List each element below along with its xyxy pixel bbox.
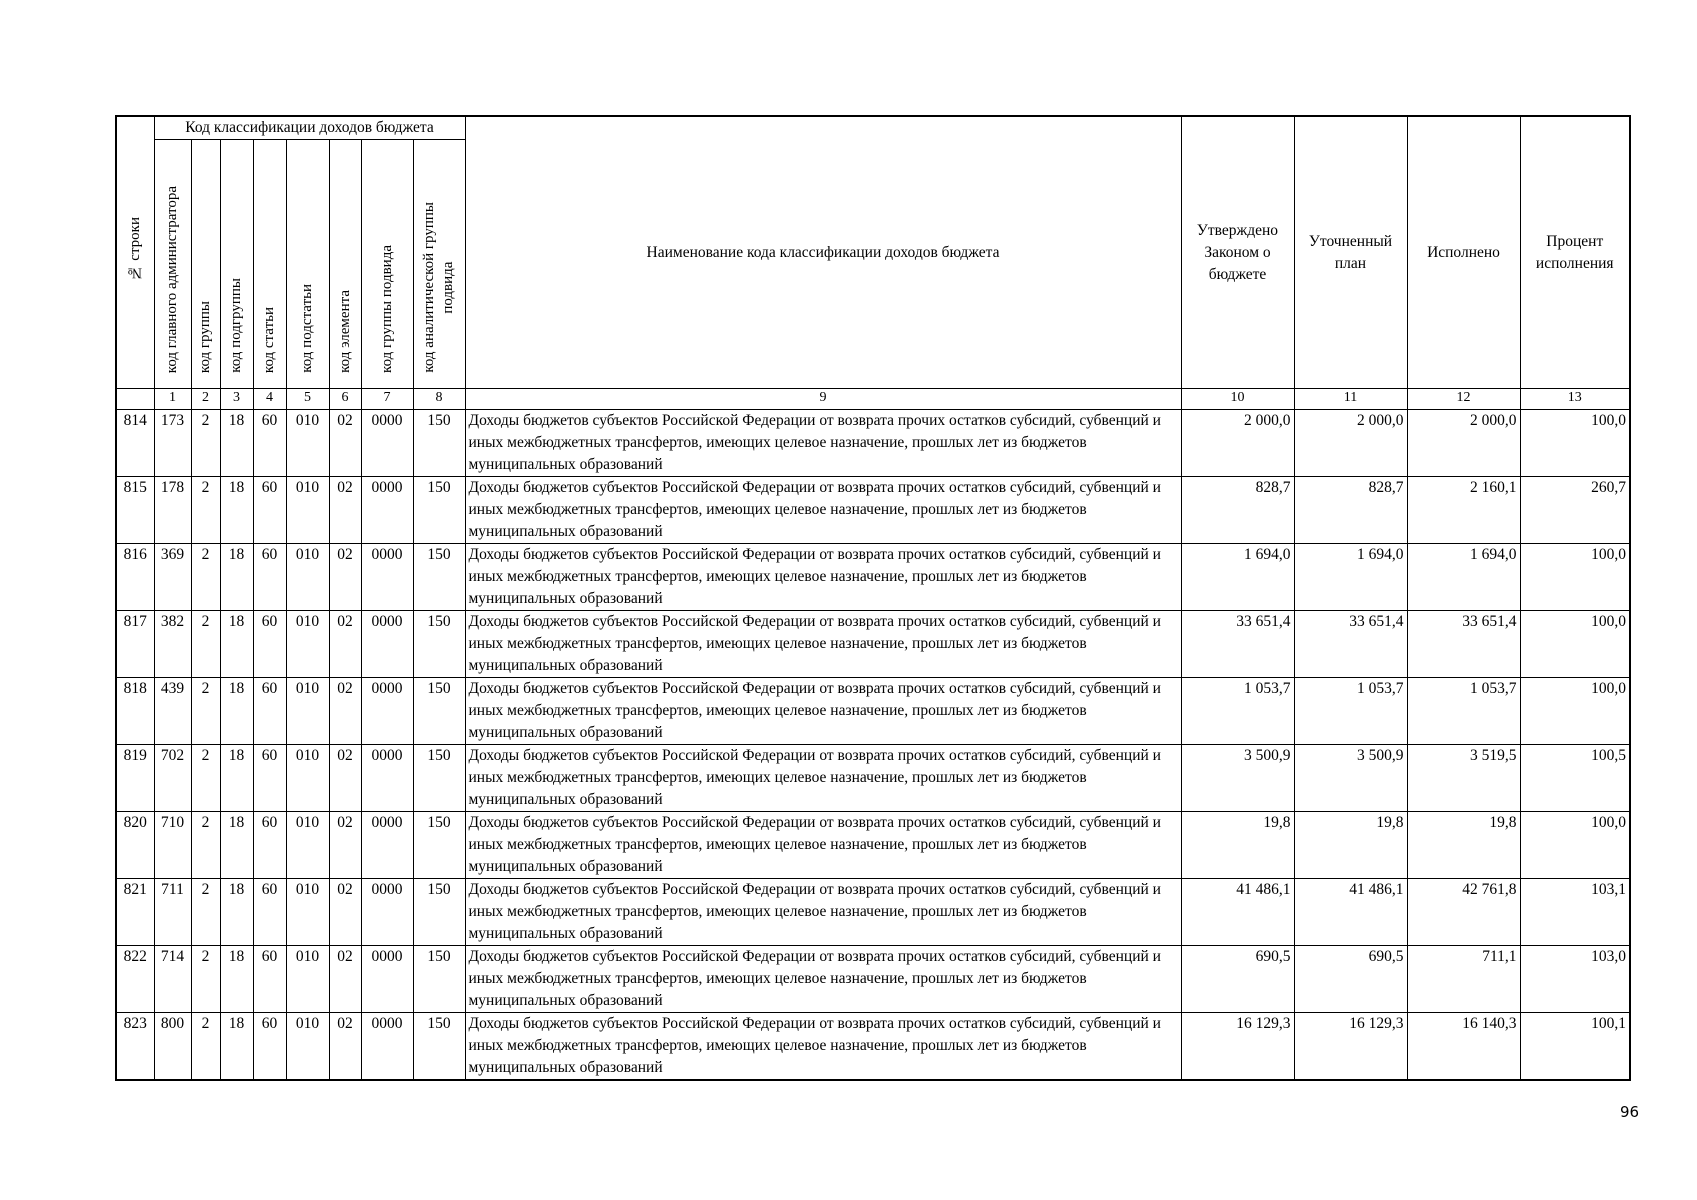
cell-admin-code: 711	[154, 879, 191, 946]
header-classification-group: Код классификации доходов бюджета	[154, 116, 465, 140]
cell-refined: 1 053,7	[1294, 678, 1407, 745]
cell-name: Доходы бюджетов субъектов Российской Федерации от возврата прочих остатков субсидий, субвенций и иных межбюджетных трансфертов, имеющих целевое назначение, прошлых лет из бюджетов муниципальных образований	[465, 544, 1181, 611]
budget-revenue-table	[115, 115, 1631, 1081]
cell-group-code: 2	[191, 611, 220, 678]
header-code-subarticle: код подстатьи	[286, 140, 329, 389]
cell-analytic-group-code: 150	[413, 946, 465, 1013]
cell-executed: 33 651,4	[1407, 611, 1520, 678]
cell-name: Доходы бюджетов субъектов Российской Федерации от возврата прочих остатков субсидий, субвенций и иных межбюджетных трансфертов, имеющих целевое назначение, прошлых лет из бюджетов муниципальных образований	[465, 879, 1181, 946]
cell-group-code: 2	[191, 946, 220, 1013]
cell-refined: 828,7	[1294, 477, 1407, 544]
cell-refined: 3 500,9	[1294, 745, 1407, 812]
cell-subgroup-code: 18	[220, 1013, 253, 1081]
cell-approved: 1 694,0	[1181, 544, 1294, 611]
cell-percent: 100,0	[1520, 812, 1630, 879]
cell-percent: 260,7	[1520, 477, 1630, 544]
cell-element-code: 02	[329, 946, 361, 1013]
cell-admin-code: 369	[154, 544, 191, 611]
table-row	[116, 678, 1630, 745]
cell-subgroup-code: 18	[220, 946, 253, 1013]
header-code-element: код элемента	[329, 140, 361, 389]
cell-executed: 3 519,5	[1407, 745, 1520, 812]
column-number: 3	[220, 389, 253, 410]
cell-admin-code: 702	[154, 745, 191, 812]
cell-admin-code: 178	[154, 477, 191, 544]
cell-subarticle-code: 010	[286, 812, 329, 879]
cell-approved: 690,5	[1181, 946, 1294, 1013]
table-row	[116, 477, 1630, 544]
table-row	[116, 812, 1630, 879]
cell-subarticle-code: 010	[286, 946, 329, 1013]
cell-article-code: 60	[253, 611, 286, 678]
cell-subarticle-code: 010	[286, 544, 329, 611]
cell-element-code: 02	[329, 812, 361, 879]
column-number: 11	[1294, 389, 1407, 410]
cell-article-code: 60	[253, 812, 286, 879]
cell-percent: 100,0	[1520, 678, 1630, 745]
cell-subtype-group-code: 0000	[361, 544, 413, 611]
header-refined: Уточненный план	[1294, 116, 1407, 389]
cell-subgroup-code: 18	[220, 812, 253, 879]
cell-subarticle-code: 010	[286, 1013, 329, 1081]
cell-percent: 100,5	[1520, 745, 1630, 812]
cell-row-number: 822	[116, 946, 154, 1013]
cell-subarticle-code: 010	[286, 611, 329, 678]
column-number: 2	[191, 389, 220, 410]
cell-article-code: 60	[253, 410, 286, 477]
cell-name: Доходы бюджетов субъектов Российской Федерации от возврата прочих остатков субсидий, субвенций и иных межбюджетных трансфертов, имеющих целевое назначение, прошлых лет из бюджетов муниципальных образований	[465, 611, 1181, 678]
cell-subarticle-code: 010	[286, 678, 329, 745]
column-number-blank	[116, 389, 154, 410]
cell-name: Доходы бюджетов субъектов Российской Федерации от возврата прочих остатков субсидий, субвенций и иных межбюджетных трансфертов, имеющих целевое назначение, прошлых лет из бюджетов муниципальных образований	[465, 410, 1181, 477]
cell-subgroup-code: 18	[220, 611, 253, 678]
cell-refined: 33 651,4	[1294, 611, 1407, 678]
cell-approved: 828,7	[1181, 477, 1294, 544]
cell-subgroup-code: 18	[220, 477, 253, 544]
cell-name: Доходы бюджетов субъектов Российской Федерации от возврата прочих остатков субсидий, субвенций и иных межбюджетных трансфертов, имеющих целевое назначение, прошлых лет из бюджетов муниципальных образований	[465, 812, 1181, 879]
header-name: Наименование кода классификации доходов бюджета	[465, 116, 1181, 389]
column-number-row	[116, 389, 1630, 410]
column-number: 12	[1407, 389, 1520, 410]
cell-refined: 1 694,0	[1294, 544, 1407, 611]
cell-article-code: 60	[253, 879, 286, 946]
cell-analytic-group-code: 150	[413, 410, 465, 477]
cell-analytic-group-code: 150	[413, 544, 465, 611]
cell-percent: 103,1	[1520, 879, 1630, 946]
cell-row-number: 821	[116, 879, 154, 946]
cell-percent: 100,1	[1520, 1013, 1630, 1081]
cell-admin-code: 382	[154, 611, 191, 678]
cell-element-code: 02	[329, 477, 361, 544]
cell-analytic-group-code: 150	[413, 745, 465, 812]
cell-subtype-group-code: 0000	[361, 879, 413, 946]
header-code-subtype-group: код группы подвида	[361, 140, 413, 389]
cell-admin-code: 800	[154, 1013, 191, 1081]
cell-group-code: 2	[191, 745, 220, 812]
cell-element-code: 02	[329, 611, 361, 678]
cell-group-code: 2	[191, 678, 220, 745]
cell-row-number: 817	[116, 611, 154, 678]
table-body	[116, 410, 1630, 1081]
cell-group-code: 2	[191, 812, 220, 879]
cell-row-number: 820	[116, 812, 154, 879]
cell-approved: 3 500,9	[1181, 745, 1294, 812]
cell-refined: 690,5	[1294, 946, 1407, 1013]
header-code-subgroup: код подгруппы	[220, 140, 253, 389]
cell-name: Доходы бюджетов субъектов Российской Федерации от возврата прочих остатков субсидий, субвенций и иных межбюджетных трансфертов, имеющих целевое назначение, прошлых лет из бюджетов муниципальных образований	[465, 946, 1181, 1013]
cell-group-code: 2	[191, 544, 220, 611]
cell-refined: 2 000,0	[1294, 410, 1407, 477]
cell-element-code: 02	[329, 410, 361, 477]
cell-analytic-group-code: 150	[413, 812, 465, 879]
cell-executed: 19,8	[1407, 812, 1520, 879]
cell-subtype-group-code: 0000	[361, 812, 413, 879]
cell-analytic-group-code: 150	[413, 477, 465, 544]
cell-approved: 19,8	[1181, 812, 1294, 879]
cell-subarticle-code: 010	[286, 879, 329, 946]
cell-refined: 16 129,3	[1294, 1013, 1407, 1081]
header-code-analytic-group: код аналитической группы подвида	[413, 140, 465, 389]
header-executed: Исполнено	[1407, 116, 1520, 389]
cell-subtype-group-code: 0000	[361, 946, 413, 1013]
column-number: 9	[465, 389, 1181, 410]
cell-analytic-group-code: 150	[413, 879, 465, 946]
cell-element-code: 02	[329, 879, 361, 946]
cell-approved: 2 000,0	[1181, 410, 1294, 477]
cell-row-number: 814	[116, 410, 154, 477]
cell-percent: 100,0	[1520, 611, 1630, 678]
cell-subtype-group-code: 0000	[361, 611, 413, 678]
table-row	[116, 410, 1630, 477]
header-code-admin: код главного администратора	[154, 140, 191, 389]
column-number: 4	[253, 389, 286, 410]
cell-article-code: 60	[253, 745, 286, 812]
column-number: 1	[154, 389, 191, 410]
cell-refined: 19,8	[1294, 812, 1407, 879]
cell-subtype-group-code: 0000	[361, 410, 413, 477]
column-number: 6	[329, 389, 361, 410]
cell-executed: 1 053,7	[1407, 678, 1520, 745]
cell-element-code: 02	[329, 1013, 361, 1081]
cell-article-code: 60	[253, 477, 286, 544]
table-row	[116, 544, 1630, 611]
header-code-article: код статьи	[253, 140, 286, 389]
header-percent: Процент исполнения	[1520, 116, 1630, 389]
header-approved: Утверждено Законом о бюджете	[1181, 116, 1294, 389]
table-row	[116, 611, 1630, 678]
cell-executed: 1 694,0	[1407, 544, 1520, 611]
cell-approved: 33 651,4	[1181, 611, 1294, 678]
cell-executed: 2 160,1	[1407, 477, 1520, 544]
cell-group-code: 2	[191, 477, 220, 544]
cell-executed: 16 140,3	[1407, 1013, 1520, 1081]
cell-article-code: 60	[253, 946, 286, 1013]
cell-article-code: 60	[253, 544, 286, 611]
column-number: 5	[286, 389, 329, 410]
cell-row-number: 816	[116, 544, 154, 611]
column-number: 7	[361, 389, 413, 410]
cell-admin-code: 173	[154, 410, 191, 477]
cell-admin-code: 439	[154, 678, 191, 745]
cell-subarticle-code: 010	[286, 410, 329, 477]
cell-subtype-group-code: 0000	[361, 678, 413, 745]
table-row	[116, 1013, 1630, 1081]
cell-article-code: 60	[253, 1013, 286, 1081]
cell-percent: 103,0	[1520, 946, 1630, 1013]
cell-subgroup-code: 18	[220, 879, 253, 946]
cell-element-code: 02	[329, 678, 361, 745]
cell-subgroup-code: 18	[220, 544, 253, 611]
cell-executed: 42 761,8	[1407, 879, 1520, 946]
cell-row-number: 819	[116, 745, 154, 812]
cell-group-code: 2	[191, 410, 220, 477]
cell-percent: 100,0	[1520, 544, 1630, 611]
cell-subarticle-code: 010	[286, 477, 329, 544]
cell-analytic-group-code: 150	[413, 611, 465, 678]
cell-name: Доходы бюджетов субъектов Российской Федерации от возврата прочих остатков субсидий, субвенций и иных межбюджетных трансфертов, имеющих целевое назначение, прошлых лет из бюджетов муниципальных образований	[465, 477, 1181, 544]
cell-executed: 711,1	[1407, 946, 1520, 1013]
cell-group-code: 2	[191, 879, 220, 946]
cell-group-code: 2	[191, 1013, 220, 1081]
table-row	[116, 946, 1630, 1013]
header-code-group: код группы	[191, 140, 220, 389]
cell-analytic-group-code: 150	[413, 678, 465, 745]
cell-refined: 41 486,1	[1294, 879, 1407, 946]
cell-approved: 1 053,7	[1181, 678, 1294, 745]
table-row	[116, 879, 1630, 946]
cell-name: Доходы бюджетов субъектов Российской Федерации от возврата прочих остатков субсидий, субвенций и иных межбюджетных трансфертов, имеющих целевое назначение, прошлых лет из бюджетов муниципальных образований	[465, 1013, 1181, 1081]
cell-subtype-group-code: 0000	[361, 1013, 413, 1081]
cell-name: Доходы бюджетов субъектов Российской Федерации от возврата прочих остатков субсидий, субвенций и иных межбюджетных трансфертов, имеющих целевое назначение, прошлых лет из бюджетов муниципальных образований	[465, 678, 1181, 745]
cell-approved: 41 486,1	[1181, 879, 1294, 946]
cell-subgroup-code: 18	[220, 410, 253, 477]
cell-row-number: 823	[116, 1013, 154, 1081]
page-number: 96	[1620, 1103, 1640, 1121]
cell-subarticle-code: 010	[286, 745, 329, 812]
cell-element-code: 02	[329, 544, 361, 611]
cell-subtype-group-code: 0000	[361, 477, 413, 544]
cell-name: Доходы бюджетов субъектов Российской Федерации от возврата прочих остатков субсидий, субвенций и иных межбюджетных трансфертов, имеющих целевое назначение, прошлых лет из бюджетов муниципальных образований	[465, 745, 1181, 812]
cell-executed: 2 000,0	[1407, 410, 1520, 477]
cell-subgroup-code: 18	[220, 678, 253, 745]
cell-approved: 16 129,3	[1181, 1013, 1294, 1081]
column-number: 8	[413, 389, 465, 410]
table-row	[116, 745, 1630, 812]
cell-row-number: 818	[116, 678, 154, 745]
cell-article-code: 60	[253, 678, 286, 745]
column-number: 13	[1520, 389, 1630, 410]
cell-analytic-group-code: 150	[413, 1013, 465, 1081]
cell-admin-code: 710	[154, 812, 191, 879]
cell-row-number: 815	[116, 477, 154, 544]
header-row-number: № строки	[116, 116, 154, 389]
cell-element-code: 02	[329, 745, 361, 812]
column-number: 10	[1181, 389, 1294, 410]
cell-subgroup-code: 18	[220, 745, 253, 812]
cell-admin-code: 714	[154, 946, 191, 1013]
cell-percent: 100,0	[1520, 410, 1630, 477]
cell-subtype-group-code: 0000	[361, 745, 413, 812]
